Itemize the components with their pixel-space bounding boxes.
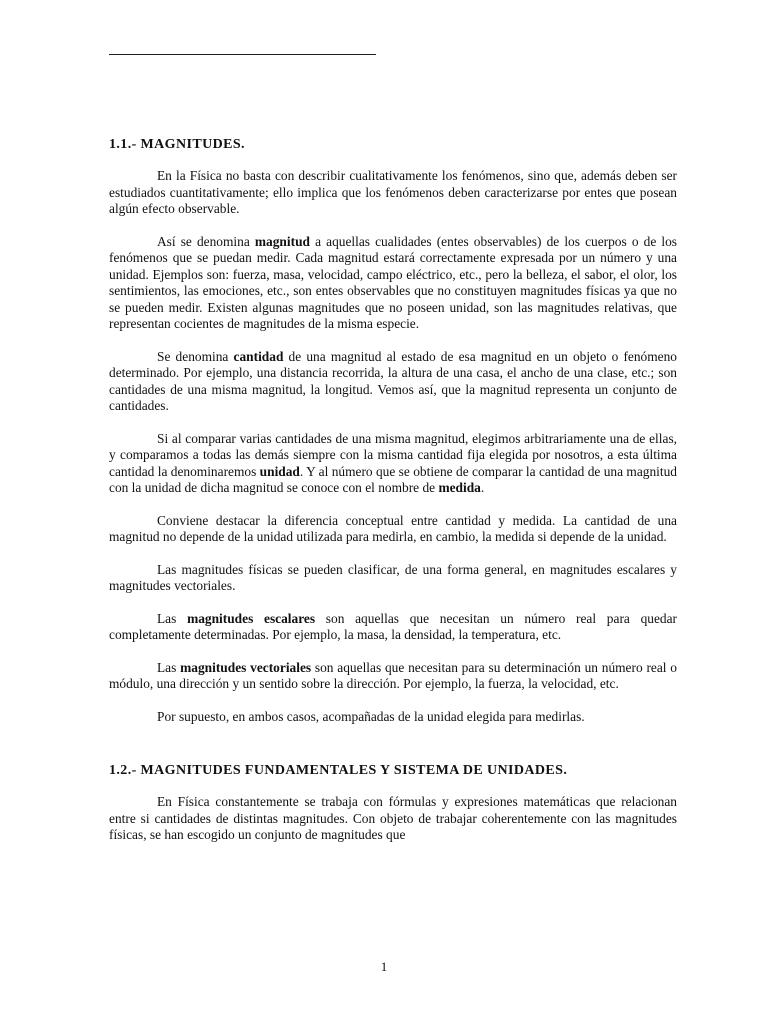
paragraph-text: Si al comparar varias cantidades de una misma magnitud, elegimos arbitrariamente una de ellas, y comparamos a todas las demás siempre con la misma cantidad fija elegida por nosotros, a esta última cantidad la denominaremos — [109, 430, 677, 479]
paragraph-text: de una magnitud al estado de esa magnitud en un objeto o fenómeno determinado. Por ejemplo, una distancia recorrida, la altura de una casa, el ancho de una clase, etc.; son cantidades de una misma magnitud, la longitud. Vemos así, que la magnitud representa un conjunto de cantidades. — [109, 348, 677, 413]
term-bold: cantidad — [233, 348, 284, 364]
term-bold: unidad — [259, 463, 300, 479]
paragraph-text: Se denomina — [157, 348, 234, 364]
paragraph: En Física constantemente se trabaja con fórmulas y expresiones matemáticas que relacionan entre si cantidades de distintas magnitudes. Con objeto de trabajar coherentemente con las magnitudes físicas, se han escogido un conjunto de magnitudes que — [109, 794, 677, 842]
paragraph-text: son aquellas que necesitan un número real para quedar completamente determinadas. Por ejemplo, la masa, la densidad, la temperatura, etc. — [109, 610, 678, 642]
paragraph-text: Las — [157, 610, 188, 626]
section-heading-magnitudes: 1.1.- MAGNITUDES. — [109, 137, 245, 152]
header-rule — [109, 54, 376, 55]
term-bold: magnitudes vectoriales — [180, 659, 312, 675]
paragraph-text: son aquellas que necesitan para su determinación un número real o módulo, una dirección y un sentido sobre la dirección. Por ejemplo, la fuerza, la velocidad, etc. — [109, 659, 677, 691]
paragraph — [109, 660, 677, 693]
paragraph: Las magnitudes físicas se pueden clasificar, de una forma general, en magnitudes escalares y magnitudes vectoriales. — [109, 561, 677, 593]
paragraph-text: a aquellas cualidades (entes observables) de los cuerpos o de los fenómenos que se puedan medir. Cada magnitud estará correctamente expresada por un número y una unidad. Ejemplos son: fuerza, masa, velocidad, campo eléctrico, etc., pero la belleza, el sabor, el olor, los sentimientos, las emociones, etc., son entes observables que no constituyen magnitudes físicas ya que no se pueden medir. Existen algunas magnitudes que no poseen unidad, son las magnitudes relativas, que representan cocientes de magnitudes de la misma especie. — [109, 233, 677, 331]
paragraph: Por supuesto, en ambos casos, acompañadas de la unidad elegida para medirlas. — [157, 708, 585, 724]
paragraph — [109, 431, 677, 497]
term-bold: magnitud — [254, 233, 310, 249]
term-bold: medida — [438, 480, 481, 495]
paragraph — [109, 234, 677, 333]
paragraph-text: Las — [157, 659, 181, 675]
section-heading-fundamentales: 1.2.- MAGNITUDES FUNDAMENTALES Y SISTEMA DE UNIDADES. — [109, 763, 568, 778]
page-number: 1 — [380, 959, 388, 974]
paragraph-text: . Y al número que se obtiene de comparar la cantidad de una magnitud con la unidad de dicha magnitud se conoce con el nombre de — [109, 463, 678, 495]
paragraph — [109, 349, 677, 415]
paragraph: En la Física no basta con describir cualitativamente los fenómenos, sino que, además deben ser estudiados cuantitativamente; ello implica que los fenómenos deben caracterizarse por entes que posean algún efecto observable. — [109, 168, 677, 216]
paragraph-text: . — [480, 480, 485, 495]
page-content — [109, 136, 677, 844]
term-bold: magnitudes escalares — [187, 610, 316, 626]
paragraph: Conviene destacar la diferencia conceptual entre cantidad y medida. La cantidad de una magnitud no depende de la unidad utilizada para medirla, en cambio, la medida si depende de la unidad. — [109, 512, 677, 544]
paragraph-text: Así se denomina — [157, 233, 255, 249]
paragraph — [109, 611, 677, 644]
